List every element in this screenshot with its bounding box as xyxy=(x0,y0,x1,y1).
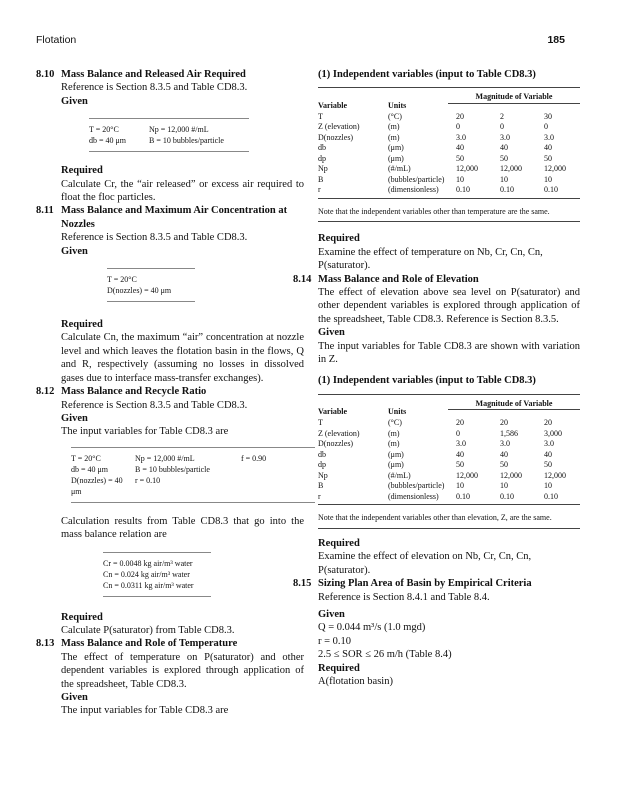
problem-title: Mass Balance and Maximum Air Concentration at Nozzles xyxy=(61,205,288,230)
problem-title: Mass Balance and Role of Elevation xyxy=(318,273,479,285)
table-cell: B xyxy=(318,174,324,184)
given-heading: Given xyxy=(318,608,345,620)
table-cell: (μm) xyxy=(388,143,404,153)
table-cell: 12,000 xyxy=(456,164,478,174)
table-cell: 40 xyxy=(500,449,508,459)
given-text: The input variables for Table CD8.3 are shown with variation in Z. xyxy=(318,340,580,366)
table-row xyxy=(318,439,580,450)
given-value: r = 0.10 xyxy=(318,635,352,647)
problem-number: 8.14 xyxy=(293,273,312,285)
table-cell: 0 xyxy=(500,122,504,132)
given-values-box xyxy=(107,268,195,302)
table-cell: 10 xyxy=(500,481,508,491)
table-cell: (m) xyxy=(388,439,400,449)
required-heading: Required xyxy=(61,165,103,177)
col-header-magnitude: Magnitude of Variable xyxy=(448,394,580,410)
running-header: Flotation xyxy=(36,34,77,46)
table-cell: 0 xyxy=(544,122,548,132)
table-cell: (m) xyxy=(388,428,400,438)
table-cell: Z (elevation) xyxy=(318,428,360,438)
table-row xyxy=(318,154,580,165)
problem-title: Sizing Plan Area of Basin by Empirical Criteria xyxy=(318,578,532,590)
given-value: Q = 0.044 m³/s (1.0 mgd) xyxy=(318,622,426,634)
table-cell: 50 xyxy=(500,460,508,470)
table-cell: 0 xyxy=(456,122,460,132)
table-cell: 40 xyxy=(544,449,552,459)
given-values-box xyxy=(71,447,315,503)
table-row xyxy=(318,492,580,503)
reference-line: Reference is Section 8.4.1 and Table 8.4. xyxy=(318,591,490,603)
table-cell: (#/mL) xyxy=(388,470,411,480)
table-cell: 0.10 xyxy=(500,491,514,501)
table-cell: Np xyxy=(318,470,328,480)
table-cell: Np xyxy=(318,164,328,174)
variables-table-temperature xyxy=(318,87,580,196)
table-cell: 0.10 xyxy=(544,491,558,501)
given-heading: Given xyxy=(61,95,88,107)
table-cell: 12,000 xyxy=(500,164,522,174)
calc-value: Cr = 0.0048 kg air/m³ water xyxy=(103,558,193,568)
col-header-magnitude: Magnitude of Variable xyxy=(448,88,580,104)
problem-8-13 xyxy=(36,637,304,717)
given-value: B = 10 bubbles/particle xyxy=(149,136,224,146)
given-value: Np = 12,000 #/mL xyxy=(135,453,195,463)
table-cell: (#/mL) xyxy=(388,164,411,174)
problem-8-11 xyxy=(36,204,304,385)
table-cell: (μm) xyxy=(388,153,404,163)
table-cell: 0.10 xyxy=(456,491,470,501)
reference-line: Reference is Section 8.3.5 and Table CD8.3. xyxy=(61,399,248,411)
given-value: r = 0.10 xyxy=(135,475,161,485)
table-cell: 2 xyxy=(500,111,504,121)
body-text: The effect of elevation above sea level on P(saturator) and other dependent variables is explored through application of the spreadsheet, Table CD8.3. Reference is Section 8.3.5. xyxy=(318,287,580,325)
table-cell: 50 xyxy=(500,153,508,163)
table-cell: 1,586 xyxy=(500,428,518,438)
table-cell: (bubbles/particle) xyxy=(388,481,445,491)
required-heading: Required xyxy=(318,662,360,674)
required-heading: Required xyxy=(318,233,360,245)
problem-8-14 xyxy=(293,273,580,327)
table-row xyxy=(318,133,580,144)
table-cell: 40 xyxy=(456,449,464,459)
problem-number: 8.15 xyxy=(293,578,312,590)
problem-8-12 xyxy=(36,385,304,637)
table-row xyxy=(318,450,580,461)
calc-value: Cn = 0.024 kg air/m³ water xyxy=(103,569,190,579)
given-value: D(nozzles) = 40 μm xyxy=(71,475,123,496)
table-cell: r xyxy=(318,491,321,501)
given-text: The input variables for Table CD8.3 are xyxy=(61,705,229,717)
given-value: B = 10 bubbles/particle xyxy=(135,464,210,474)
body-text: The effect of temperature on P(saturator) and other dependent variables is explored through application of the spreadsheet, Table CD8.3. xyxy=(61,651,304,690)
table-cell: 0.10 xyxy=(456,185,470,195)
table-cell: r xyxy=(318,185,321,195)
given-value: T = 20°C xyxy=(71,453,101,463)
table-cell: 0.10 xyxy=(544,185,558,195)
table-cell: (°C) xyxy=(388,111,402,121)
calc-results-box xyxy=(103,552,211,597)
given-text: The input variables for Table CD8.3 are xyxy=(61,426,229,438)
table-cell: T xyxy=(318,111,323,121)
page-number: 185 xyxy=(547,34,565,46)
given-value: f = 0.90 xyxy=(241,453,267,463)
table-cell: 0.10 xyxy=(500,185,514,195)
table-note: Note that the independent variables other than elevation, Z, are the same. xyxy=(318,513,552,523)
given-heading: Given xyxy=(61,412,88,424)
table-cell: dp xyxy=(318,460,326,470)
problem-8-10 xyxy=(36,68,304,204)
table-cell: 40 xyxy=(544,143,552,153)
required-text: Calculate Cr, the “air released” or excess air required to float the floc particles. xyxy=(61,178,304,204)
required-text: Calculate P(saturator) from Table CD8.3. xyxy=(61,624,235,636)
table-cell: 20 xyxy=(456,418,464,428)
table-cell: dp xyxy=(318,153,326,163)
table-cell: db xyxy=(318,449,326,459)
table-cell: (m) xyxy=(388,122,400,132)
given-value: db = 40 μm xyxy=(71,464,109,474)
table-cell: Z (elevation) xyxy=(318,122,360,132)
table-cell: 0 xyxy=(456,428,460,438)
table-cell: 3.0 xyxy=(500,132,510,142)
given-value: db = 40 μm xyxy=(89,136,127,146)
table-cell: 50 xyxy=(456,153,464,163)
given-value: 2.5 ≤ SOR ≤ 26 m/h (Table 8.4) xyxy=(318,649,452,661)
given-values-box xyxy=(89,118,249,152)
table-cell: 30 xyxy=(544,111,552,121)
table-cell: 3.0 xyxy=(456,439,466,449)
table-note: Note that the independent variables other than temperature are the same. xyxy=(318,206,550,216)
calc-text: Calculation results from Table CD8.3 that go into the mass balance relation are xyxy=(61,515,304,541)
given-value: T = 20°C xyxy=(89,125,119,135)
problem-number: 8.13 xyxy=(36,638,55,650)
problem-number: 8.11 xyxy=(36,205,54,217)
required-heading: Required xyxy=(61,319,103,331)
given-value: T = 20°C xyxy=(107,275,137,285)
table-cell: 40 xyxy=(456,143,464,153)
table-cell: (dimensionless) xyxy=(388,185,439,195)
given-heading: Given xyxy=(61,691,88,703)
table-cell: (μm) xyxy=(388,460,404,470)
table-row xyxy=(318,418,580,429)
table-cell: 12,000 xyxy=(544,470,566,480)
table-row xyxy=(318,164,580,175)
table-cell: 20 xyxy=(500,418,508,428)
given-value: Np = 12,000 #/mL xyxy=(149,125,209,135)
table-cell: 10 xyxy=(544,174,552,184)
problem-title: Mass Balance and Released Air Required xyxy=(61,69,246,80)
col-header-units: Units xyxy=(388,407,407,417)
calc-value: Cn = 0.0311 kg air/m³ water xyxy=(103,580,194,590)
table-cell: (dimensionless) xyxy=(388,491,439,501)
left-column xyxy=(36,68,304,718)
problem-number: 8.12 xyxy=(36,386,55,398)
problem-8-15 xyxy=(293,577,580,604)
table-cell: 12,000 xyxy=(500,470,522,480)
required-heading: Required xyxy=(61,611,103,623)
table-cell: (μm) xyxy=(388,449,404,459)
reference-line: Reference is Section 8.3.5 and Table CD8.3. xyxy=(61,82,248,94)
right-column xyxy=(293,68,580,688)
table-row xyxy=(318,429,580,440)
required-text: Examine the effect of temperature on Nb, Cr, Cn, Cn, P(saturator). xyxy=(318,246,543,272)
table-cell: 3.0 xyxy=(456,132,466,142)
table-cell: 3.0 xyxy=(500,439,510,449)
required-heading: Required xyxy=(318,537,360,549)
table-cell: 12,000 xyxy=(456,470,478,480)
table-title: (1) Independent variables (input to Table CD8.3) xyxy=(318,69,536,80)
reference-line: Reference is Section 8.3.5 and Table CD8.3. xyxy=(61,232,248,244)
given-heading: Given xyxy=(61,245,88,257)
table-cell: 12,000 xyxy=(544,164,566,174)
table-row xyxy=(318,122,580,133)
table-title: (1) Independent variables (input to Table CD8.3) xyxy=(318,375,536,387)
table-cell: 50 xyxy=(456,460,464,470)
required-text: Calculate Cn, the maximum “air” concentration at nozzle level and which leaves the flotation basin in the flows, Q and R, respectively (assuming no losses in dissolved gases due to interface mass-transfer exchanges). xyxy=(61,332,304,384)
table-cell: 50 xyxy=(544,153,552,163)
col-header-variable: Variable xyxy=(318,100,348,110)
table-cell: 40 xyxy=(500,143,508,153)
table-row xyxy=(318,185,580,196)
table-cell: (bubbles/particle) xyxy=(388,174,445,184)
table-cell: 20 xyxy=(544,418,552,428)
table-row xyxy=(318,175,580,186)
table-cell: (°C) xyxy=(388,418,402,428)
table-cell: T xyxy=(318,418,323,428)
table-cell: 20 xyxy=(456,111,464,121)
table-cell: db xyxy=(318,143,326,153)
problem-number: 8.10 xyxy=(36,69,55,80)
given-heading: Given xyxy=(318,327,345,339)
table-cell: 3.0 xyxy=(544,439,554,449)
table-row xyxy=(318,481,580,492)
table-cell: 10 xyxy=(544,481,552,491)
col-header-variable: Variable xyxy=(318,407,348,417)
table-cell: 10 xyxy=(500,174,508,184)
problem-title: Mass Balance and Recycle Ratio xyxy=(61,386,207,398)
table-cell: 3.0 xyxy=(544,132,554,142)
table-cell: D(nozzles) xyxy=(318,439,354,449)
table-cell: 3,000 xyxy=(544,428,562,438)
required-text: A(flotation basin) xyxy=(318,675,393,687)
table-cell: B xyxy=(318,481,324,491)
given-value: D(nozzles) = 40 μm xyxy=(107,286,172,296)
table-row xyxy=(318,112,580,123)
table-row xyxy=(318,460,580,471)
problem-title: Mass Balance and Role of Temperature xyxy=(61,638,238,650)
table-row xyxy=(318,471,580,482)
variables-table-elevation xyxy=(318,394,580,503)
required-text: Examine the effect of elevation on Nb, Cr, Cn, Cn, P(saturator). xyxy=(318,551,532,576)
col-header-units: Units xyxy=(388,100,407,110)
table-cell: 10 xyxy=(456,481,464,491)
table-cell: (m) xyxy=(388,132,400,142)
table-cell: 50 xyxy=(544,460,552,470)
table-cell: D(nozzles) xyxy=(318,132,354,142)
table-row xyxy=(318,143,580,154)
table-cell: 10 xyxy=(456,174,464,184)
